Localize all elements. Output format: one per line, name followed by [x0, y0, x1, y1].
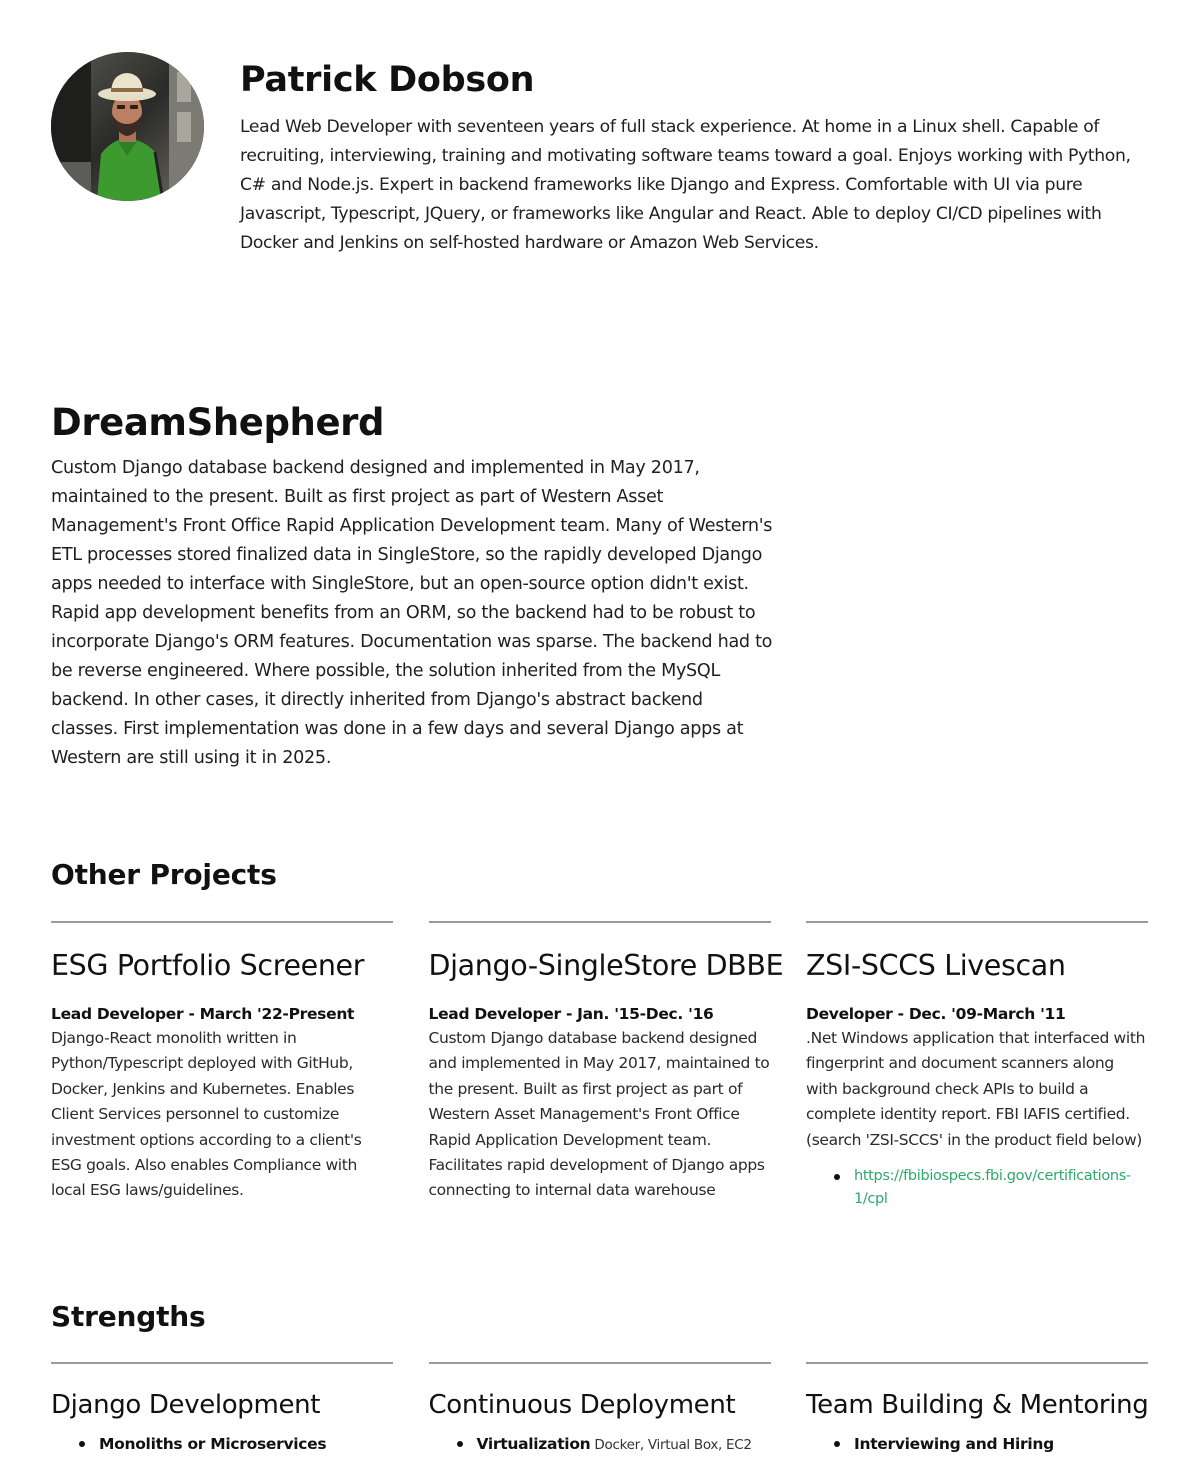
list-item — [477, 1432, 771, 1457]
project-card — [806, 921, 1148, 1211]
certification-link[interactable]: https://fbibiospecs.fbi.gov/certifications-1/cpl — [854, 1168, 1131, 1208]
list-item — [854, 1165, 1148, 1211]
skill-list — [806, 1432, 1148, 1456]
skill-list — [429, 1432, 771, 1457]
project-card — [51, 921, 393, 1211]
featured-project-title: DreamShepherd — [51, 401, 385, 444]
project-links — [806, 1165, 1148, 1211]
skill-name: Virtualization — [476, 1435, 591, 1453]
profile-name: Patrick Dobson — [240, 60, 535, 100]
project-title: Django-SingleStore DBBE — [428, 949, 784, 982]
list-item — [854, 1432, 1148, 1456]
project-description: Django-React monolith written in Python/Typescript deployed with GitHub, Docker, Jenkins and Kubernetes. Enables Client Services personnel to customize investment options according to a client's ESG goals. Also enables Compliance with local ESG laws/guidelines. — [51, 1029, 362, 1200]
list-item — [99, 1432, 393, 1456]
profile-photo-icon — [51, 52, 204, 201]
featured-project — [51, 396, 773, 773]
project-description: .Net Windows application that interfaced with fingerprint and document scanners along with background check APIs to build a complete identity report. FBI IAFIS certified. (search 'ZSI-SCCS' in the product field below) — [806, 1029, 1146, 1149]
project-role: Developer - Dec. '09-March '11 — [806, 1005, 1066, 1023]
strength-card — [806, 1362, 1148, 1457]
project-role: Lead Developer - Jan. '15-Dec. '16 — [428, 1005, 714, 1023]
profile-summary: Lead Web Developer with seventeen years of full stack experience. At home in a Linux shell. Capable of recruiting, interviewing, training and motivating software teams toward a goal. Enjoys working with Python, C# and Node.js. Expert in backend frameworks like Django and Express. Comfortable with UI via pure Javascript, Typescript, JQuery, or frameworks like Angular and React. Able to deploy CI/CD pipelines with Docker and Jenkins on self-hosted hardware or Amazon Web Services. — [240, 117, 1131, 253]
skill-detail: Docker, Virtual Box, EC2 — [594, 1437, 752, 1453]
strengths-list — [51, 1362, 1148, 1457]
skill-name: Monoliths or Microservices — [99, 1435, 327, 1453]
featured-project-description: Custom Django database backend designed and implemented in May 2017, maintained to the present. Built as first project as part of Western Asset Management's Front Office Rapid Application Development team. Many of Western's ETL processes stored finalized data in SingleStore, so the rapidly developed Django apps needed to interface with SingleStore, but an open-source option didn't exist. Rapid app development benefits from an ORM, so the backend had to be robust to incorporate Django's ORM features. Documentation was sparse. The backend had to be reverse engineered. Where possible, the solution inherited from the MySQL backend. In other cases, it directly inherited from Django's abstract backend classes. First implementation was done in a few days and several Django apps at Western are still using it in 2025. — [51, 458, 773, 768]
strength-title: Team Building & Mentoring — [806, 1390, 1149, 1420]
project-role: Lead Developer - March '22-Present — [51, 1005, 355, 1023]
project-title: ZSI-SCCS Livescan — [806, 949, 1066, 982]
strengths-heading: Strengths — [51, 1300, 206, 1333]
skill-list — [51, 1432, 393, 1456]
avatar — [51, 52, 204, 201]
strength-title: Django Development — [51, 1390, 321, 1420]
project-card — [428, 921, 784, 1211]
other-projects-list — [51, 921, 1148, 1211]
strength-card — [51, 1362, 393, 1457]
project-title: ESG Portfolio Screener — [51, 949, 365, 982]
header-text — [240, 52, 1150, 258]
other-projects-heading: Other Projects — [51, 858, 277, 891]
strength-title: Continuous Deployment — [428, 1390, 736, 1420]
project-description: Custom Django database backend designed and implemented in May 2017, maintained to the present. Built as first project as part of Western Asset Management's Front Office Rapid Application Development team. Facilitates rapid development of Django apps connecting to internal data warehouse — [428, 1029, 770, 1200]
skill-name: Interviewing and Hiring — [854, 1435, 1054, 1453]
strength-card — [429, 1362, 771, 1457]
